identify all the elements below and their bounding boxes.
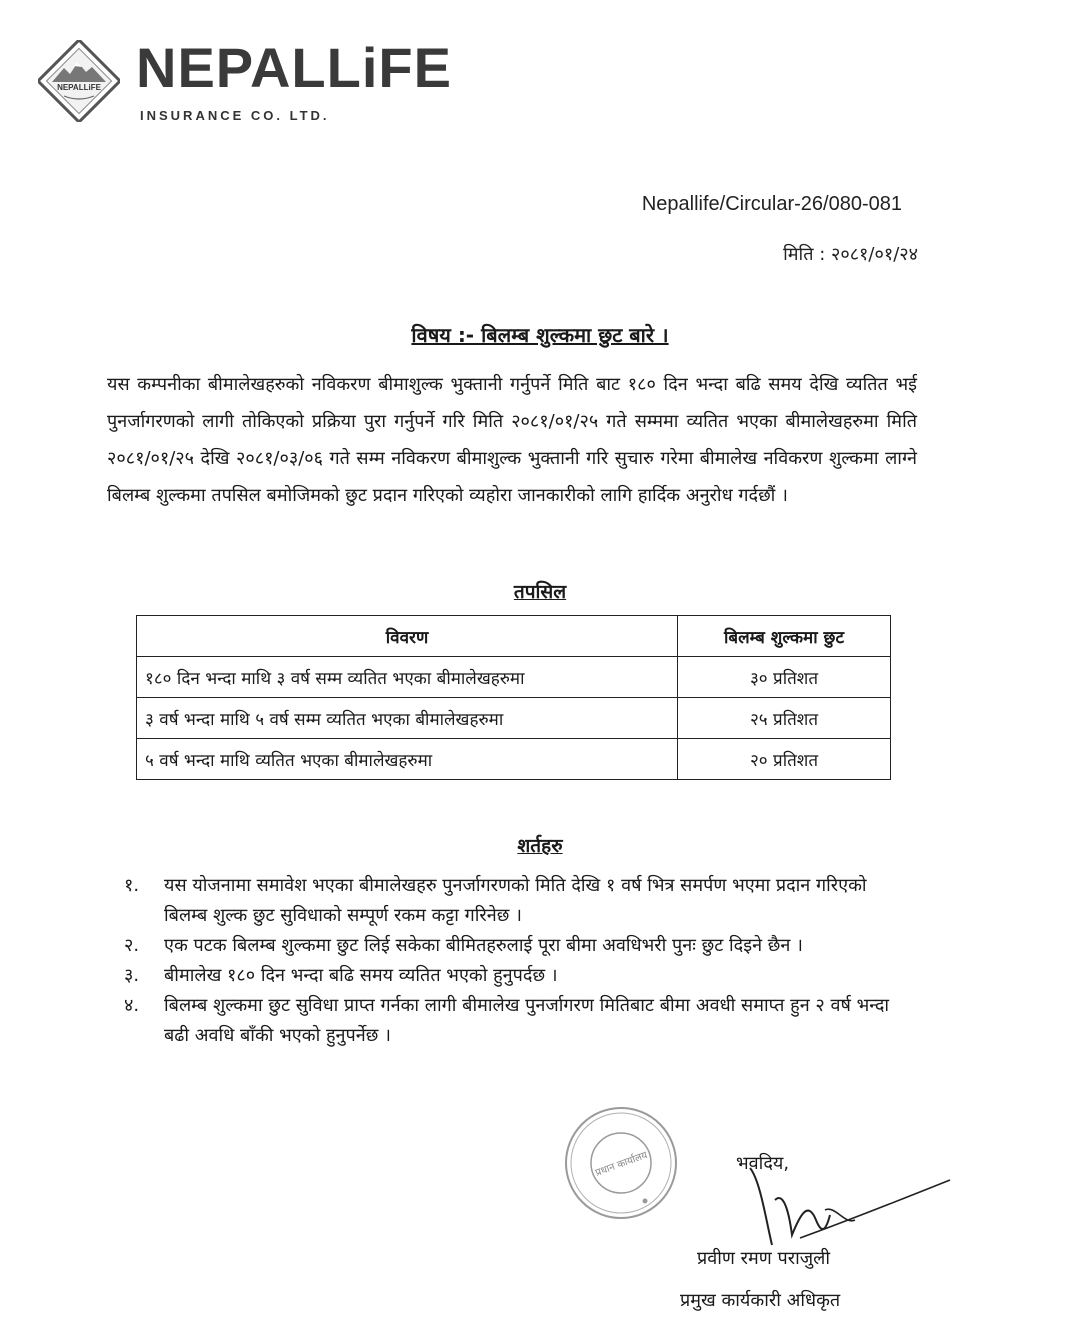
list-item — [124, 871, 904, 931]
table-cell-description: ५ वर्ष भन्दा माथि व्यतित भएका बीमालेखहरुमा — [137, 739, 678, 780]
table-header-row — [137, 616, 891, 657]
table-row — [137, 657, 891, 698]
table-cell-description: १८० दिन भन्दा माथि ३ वर्ष सम्म व्यतित भएका बीमालेखहरुमा — [137, 657, 678, 698]
company-subtitle: INSURANCE CO. LTD. — [140, 108, 330, 123]
signer-title: प्रमुख कार्यकारी अधिकृत — [680, 1290, 841, 1311]
list-item — [124, 961, 904, 991]
company-logo-icon — [38, 40, 120, 122]
stamp-inner-text: प्रधान कार्यालय — [594, 1149, 649, 1179]
terms-title-text: शर्तहरु — [517, 835, 563, 857]
table-cell-discount: २० प्रतिशत — [678, 739, 891, 780]
term-text: एक पटक बिलम्ब शुल्कमा छुट लिई सकेका बीमितहरुलाई पूरा बीमा अवधिभरी पुनः छुट दिइने छैन । — [164, 935, 803, 956]
term-number: ३. — [124, 965, 140, 986]
office-stamp-icon — [563, 1105, 679, 1221]
column-header-discount: बिलम्ब शुल्कमा छुट — [678, 616, 891, 657]
term-text: यस योजनामा समावेश भएका बीमालेखहरु पुनर्जागरणको मिति देखि १ वर्ष भित्र समर्पण भएमा प्रदान गरिएको बिलम्ब शुल्क छुट सुविधाको सम्पूर्ण रकम कट्टा गरिनेछ । — [164, 875, 867, 926]
logo-text: NEPALLiFE — [57, 83, 101, 92]
schedule-title — [0, 578, 1080, 604]
circular-date: मिति : २०८१/०१/२४ — [783, 244, 918, 265]
circular-reference: Nepallife/Circular-26/080-081 — [641, 193, 902, 215]
column-header-description: विवरण — [137, 616, 678, 657]
signer-name: प्रवीण रमण पराजुली — [697, 1248, 830, 1269]
table-row — [137, 698, 891, 739]
table-row — [137, 739, 891, 780]
terms-title — [0, 832, 1080, 858]
terms-list — [124, 871, 904, 1051]
schedule-title-text: तपसिल — [513, 581, 567, 603]
subject-text: विषय :- बिलम्ब शुल्कमा छुट बारे । — [411, 323, 669, 347]
list-item — [124, 931, 904, 961]
term-number: २. — [124, 935, 140, 956]
list-item — [124, 991, 904, 1051]
term-text: बीमालेख १८० दिन भन्दा बढि समय व्यतित भएको हुनुपर्दछ । — [164, 965, 558, 986]
subject-line — [0, 321, 1080, 348]
term-number: १. — [124, 875, 140, 896]
term-number: ४. — [124, 995, 140, 1016]
closing-salutation: भवदिय, — [736, 1153, 790, 1174]
company-name: NEPALLiFE — [136, 36, 452, 99]
body-paragraph: यस कम्पनीका बीमालेखहरुको नविकरण बीमाशुल्क भुक्तानी गर्नुपर्ने मिति बाट १८० दिन भन्दा बढि समय देखि व्यतित भई पुनर्जागरणको लागी तोकिएको प्रक्रिया पुरा गर्नुपर्ने गरि मिति २०८१/०१/२५ गते सम्ममा व्यतित भएका बीमालेखहरुमा मिति २०८१/०१/२५ देखि २०८१/०३/०६ गते सम्म नविकरण बीमाशुल्क भुक्तानी गरि सुचारु गरेमा बीमालेख नविकरण शुल्कमा लाग्ने बिलम्ब शुल्कमा तपसिल बमोजिमको छुट प्रदान गरिएको व्यहोरा जानकारीको लागि हार्दिक अनुरोध गर्दछौं । — [107, 374, 917, 506]
table-cell-description: ३ वर्ष भन्दा माथि ५ वर्ष सम्म व्यतित भएका बीमालेखहरुमा — [137, 698, 678, 739]
table-cell-discount: २५ प्रतिशत — [678, 698, 891, 739]
discount-table — [136, 615, 891, 780]
table-cell-discount: ३० प्रतिशत — [678, 657, 891, 698]
term-text: बिलम्ब शुल्कमा छुट सुविधा प्राप्त गर्नका लागी बीमालेख पुनर्जागरण मितिबाट बीमा अवधी समाप्त हुन २ वर्ष भन्दा बढी अवधि बाँकी भएको हुनुपर्नेछ । — [164, 995, 890, 1046]
